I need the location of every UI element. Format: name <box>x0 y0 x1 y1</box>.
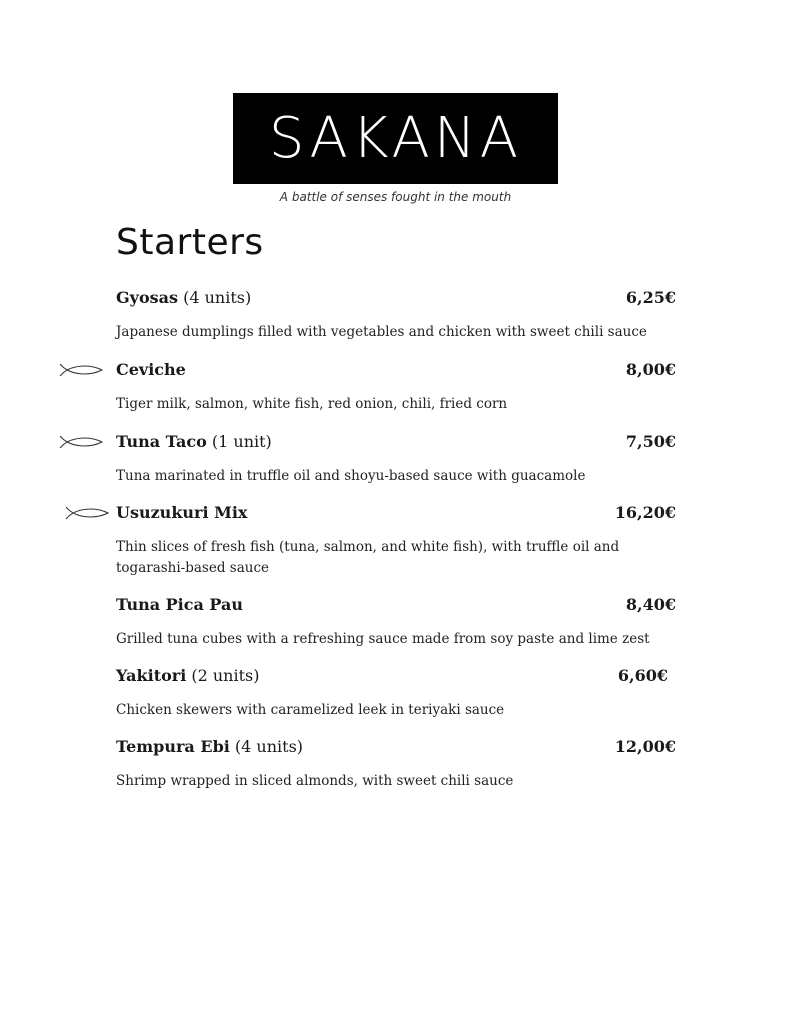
item-header <box>116 735 676 759</box>
item-name <box>116 737 303 756</box>
menu-item-gyosas <box>116 286 676 343</box>
item-title: Tuna Taco <box>116 432 207 451</box>
item-price: 7,50€ <box>625 432 676 451</box>
item-description: Japanese dumplings filled with vegetables and chicken with sweet chili sauce <box>116 324 647 340</box>
fish-icon <box>58 434 104 450</box>
menu-item-tempura-ebi <box>116 735 676 792</box>
item-title: Tuna Pica Pau <box>116 595 244 614</box>
menu-item-usuzukuri-mix <box>116 501 676 579</box>
item-description: Thin slices of fresh fish (tuna, salmon, and white fish), with truffle oil and togarashi-based sauce <box>116 539 620 576</box>
item-description: Tuna marinated in truffle oil and shoyu-based sauce with guacamole <box>116 468 586 484</box>
item-title: Tempura Ebi <box>116 737 230 756</box>
item-header <box>116 593 676 617</box>
item-header <box>116 358 676 382</box>
menu-item-tuna-taco <box>116 430 676 487</box>
item-name <box>116 432 272 451</box>
item-description: Tiger milk, salmon, white fish, red onion, chili, fried corn <box>116 396 508 412</box>
item-price: 6,25€ <box>625 288 676 307</box>
fish-icon <box>64 505 110 521</box>
item-header <box>116 664 676 688</box>
menu-item-ceviche <box>116 358 676 415</box>
item-header <box>116 430 676 454</box>
menu-item-yakitori <box>116 664 676 721</box>
item-name <box>116 666 259 685</box>
item-quantity: (4 units) <box>178 288 252 307</box>
item-title: Gyosas <box>116 288 179 307</box>
item-price: 6,60€ <box>617 666 668 685</box>
tagline: A battle of senses fought in the mouth <box>279 190 512 204</box>
item-price: 8,00€ <box>625 360 676 379</box>
section-title: Starters <box>116 222 264 263</box>
fish-icon <box>58 362 104 378</box>
item-quantity: (2 units) <box>186 666 260 685</box>
item-name <box>116 503 247 522</box>
item-quantity: (4 units) <box>229 737 304 756</box>
item-name <box>116 360 186 379</box>
logo-text: SAKANA <box>268 105 523 171</box>
item-header <box>116 501 676 525</box>
item-price: 12,00€ <box>614 737 676 756</box>
menu-item-tuna-pica-pau <box>116 593 676 650</box>
item-description: Shrimp wrapped in sliced almonds, with sweet chili sauce <box>116 773 514 789</box>
item-quantity: (1 unit) <box>206 432 272 451</box>
item-price: 16,20€ <box>614 503 676 522</box>
item-name <box>116 595 243 614</box>
item-title: Usuzukuri Mix <box>116 503 248 522</box>
item-name <box>116 288 251 307</box>
item-price: 8,40€ <box>625 595 676 614</box>
item-description: Chicken skewers with caramelized leek in teriyaki sauce <box>116 702 505 718</box>
item-header <box>116 286 676 310</box>
item-description: Grilled tuna cubes with a refreshing sauce made from soy paste and lime zest <box>116 631 650 647</box>
item-title: Ceviche <box>116 360 186 379</box>
item-title: Yakitori <box>116 666 187 685</box>
